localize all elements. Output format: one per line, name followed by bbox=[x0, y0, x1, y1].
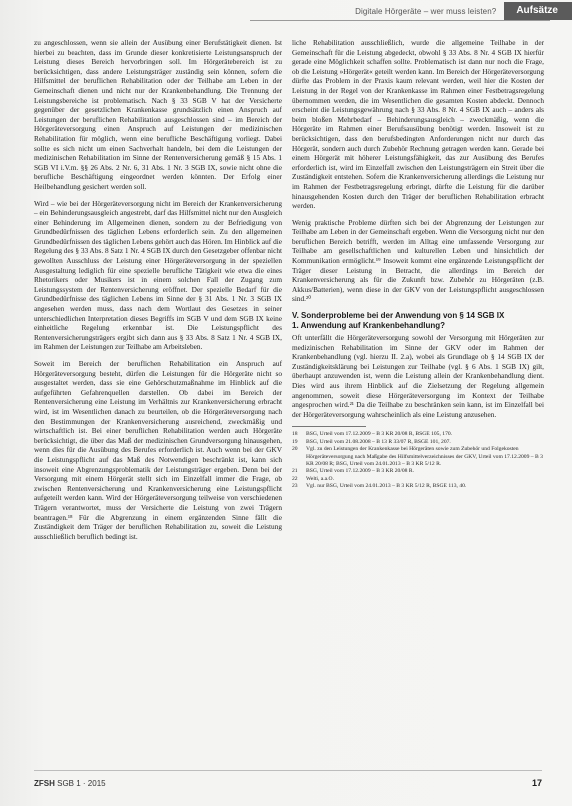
footnote bbox=[292, 439, 544, 446]
footnote bbox=[292, 431, 544, 438]
header-rule bbox=[250, 20, 550, 21]
section-heading: V. Sonderprobleme bei der Anwendung von § 14 SGB IX bbox=[292, 311, 505, 321]
body-paragraph: Soweit im Bereich der beruflichen Rehabilitation ein Anspruch auf Hörgeräteversorgung besteht, dürfen die Leistungen für die Hörgeräte nicht so ausgestaltet werden, dass sie eine Gehörschutzmaßnahme im Hinblick auf die aufgeführten Gefahrenquellen darstellen. Ob dabei im Bereich der Rentenversicherung eine Leistung im Verhältnis zur Krankenversicherung erbracht wird, ist im Wesentlichen danach zu beurteilen, ob die Hörgeräteversorgung nach den Bestimmungen der Krankenversicherung ausreichend, zweckmäßig und wirtschaftlich ist. Bei einer beruflichen Rehabilitation werden auch Hörgeräte berücksichtigt, die über das Maß der medizinischen Grundversorgung hinausgehen, wenn dies für die Ausübung des Berufes erforderlich ist. Auch wenn bei der GKV die Leistungspflicht auf das Maß des Notwendigen beschränkt ist, kann sich insoweit eine Abgrenzungsproblematik der Leistungsträger ergeben. Denn bei der Versorgung mit einem Hörgerät stellt sich im Einzelfall immer die Frage, ob zwischen Rentenversicherung und Krankenversicherung eine Leistungspflicht aufgeteilt werden kann. Wird der Hörgeräteversorgung teilweise von verschiedenen Trägern verantwortet, muss der Versicherte die Leistung von zwei Trägern beantragen.¹⁸ Für die Abgrenzung in einem ergänzenden Sinne fällt die Zuständigkeit dem Träger der beruflichen Rehabilitation zu, soweit die Leistung ausschließlich beruflich bedingt ist. bbox=[34, 359, 282, 541]
body-paragraph: liche Rehabilitation ausschließlich, wurde die allgemeine Teilhabe in der Gemeinschaft für die Leistung abgedeckt, obwohl § 33 Abs. 8 Nr. 4 SGB IX hierfür gerade eine Möglichkeit schaffen sollte. Problematisch ist dann nur noch die Frage, ob die Leistung »Hörgerät« geteilt werden kann. Im Bereich der Hörgeräteversorgung dürfte das Problem in der Praxis kaum relevant werden, weil hier die Kosten der Leistung in der Regel von der Krankenkasse im Rahmen einer Festbetragsregelung übernommen werden, die im Wesentlichen die gesamten Kosten abdeckt. Dennoch erscheint die Leistungsgewährung nach § 33 Abs. 8 Nr. 4 SGB IX auch – anders als beim bloßen Mehrbedarf – Behinderungsausgleich – zweckmäßig, wenn die Hörgeräte im Rahmen einer Berufsausübung benötigt werden. Insoweit ist zu berücksichtigen, dass den berufsbedingten Anforderungen nicht nur durch das Hörgerät, sondern auch durch Zubehör Rechnung getragen werden kann. Gerade bei einem Hörgerät mit höherer Leistungsfähigkeit, das zur Ausübung des Berufes erforderlich ist, wird im Einzelfall zwischen den Leistungsträgern ein Streit über die Zuständigkeit entstehen. Sofern die Krankenversicherung allerdings die Leistung nur im Rahmen der Festbetragsregelung erbringt, dürfte die Leistung für die darüber hinausgehenden Kosten durch den Träger der beruflichen Rehabilitation erbracht werden. bbox=[292, 38, 544, 211]
journal-abbrev: ZFSH bbox=[34, 779, 55, 788]
page-header bbox=[242, 2, 572, 20]
body-paragraph: Wird – wie bei der Hörgeräteversorgung nicht im Bereich der Krankenversicherung – ein Behinderungsausgleich angestrebt, darf das Hilfsmittel nicht nur den Ausgleich einer Behinderung im Allgemeinen dienen, sondern zu der Befriedigung von Grundbedürfnissen des täglichen Lebens erforderlich sein. Zu den allgemeinen Grundbedürfnissen des täglichen Lebens gehört auch das Hören. Im Hinblick auf die Regelung des § 33 Abs. 8 Satz 1 Nr. 4 SGB IX durch den Gesetzgeber offenbar nicht gewollten Ausschluss der Leistung einer Hörgeräteversorgung in der speziellen Ausgestaltung lediglich für eine spezielle berufliche Tätigkeit wie etwa die eines Rhetorikers oder Musikers ist in einem solchen Fall der Zugang zum Leistungssystem der Rentenversicherung eröffnet. Der spezielle Bedarf für die Grundbedürfnisse des täglichen Lebens im Sinne der § 31 Abs. 1 Nr. 3 SGB IX angesehen werden muss, dass nach dem Wortlaut des Gesetzes in seiner unterschiedlichen Interpretation dieses Begriffs im SGB V und dem SGB IX keine einheitliche Regelung erkennbar ist. Die Leistungspflicht des Rentenversicherungsträgers ergibt sich dann aus § 33 Abs. 8 Satz 1 Nr. 4 SGB IX, im Rahmen der Leistungen zur Teilhabe am Arbeitsleben. bbox=[34, 198, 282, 352]
footnote bbox=[292, 483, 544, 490]
footnote-number: 21 bbox=[292, 468, 298, 475]
journal-issue: SGB 1 · 2015 bbox=[57, 779, 106, 788]
footnote-number: 23 bbox=[292, 483, 298, 490]
subsection-heading: 1. Anwendung auf Krankenbehandlung? bbox=[292, 321, 446, 331]
body-paragraph: zu angeschlossen, wenn sie allein der Ausübung einer Berufstätigkeit dienen. Ist hierbei zu beachten, dass im Grunde dieser konkretisierte Leistungsanspruch der Leistung dieses Bereich hervorbringen soll. Im Hörgerätebereich ist zu berücksichtigen, dass andere Leistungsträger zuständig sein können, sofern die Hilfsmittel der beruflichen Rehabilitation oder der Teilhabe am Leben in der Gemeinschaft dienen und nicht nur der Krankenbehandlung. Die Trennung der Leistungsbereiche ist problematisch. Nach § 33 SGB V hat der Versicherte gegenüber der gesetzlichen Krankenkasse grundsätzlich einen Anspruch auf Leistungen der beruflichen Rehabilitation ausgeschlossen sind – im Bereich der Hörgeräteversorgung einen Anspruch auf Leistungen der medizinischen Rehabilitation für möglich, wenn eine berufliche Beschäftigung vorliegt. Dabei sollte es sich nicht um einen Sachverhalt handeln, bei dem die Leistungen der medizinischen Rehabilitation im Sinne der Rentenversicherung gemäß § 15 Abs. 1 SGB VI i.V.m. §§ 26 Abs. 2 Nr. 6, 31 Abs. 1 Nr. 3 SGB IX, sowie nicht ohne die berufliche Beschäftigung eingeordnet werden könnten. Der Erfolg einer Heilbehandlung gesichert werden soll. bbox=[34, 38, 282, 191]
footnote bbox=[292, 468, 544, 475]
body-paragraph: Oft unterfällt die Hörgeräteversorgung sowohl der Versorgung mit Hörgeräten zur medizinischen Rehabilitation im Sinne der GKV oder im Rahmen der Krankenbehandlung (vgl. hierzu II. 2.a), wobei als Grundlage ob § 14 SGB IX der Zuständigkeitsklärung bei Leistungen zur Teilhabe (vgl. § 6 Abs. 1 SGB IX) gilt, überhaupt anzuwenden ist, wenn die Leistung allein der Krankenbehandlung dient. Dies wird aus ihrem Hinblick auf die Zielsetzung der Regelung allgemein angenommen, soweit diese Hörgeräteversorgung im Kontext der Teilhabe angesprochen wird.²¹ Da die Teilhabe zu beschränken sein kann, ist im Einzelfall bei der Hörgeräteversorgung wahrscheinlich als eine Leistung anzusehen. bbox=[292, 333, 544, 419]
footnote bbox=[292, 446, 544, 468]
running-head: Digitale Hörgeräte – wer muss leisten? bbox=[355, 6, 497, 16]
page-footer bbox=[34, 770, 542, 788]
body-paragraph: Wenig praktische Probleme dürften sich bei der Abgrenzung der Leistungen zur Teilhabe am Leben in der Gemeinschaft ergeben. Wenn die Versorgung nicht nur den beruflichen Bereich betrifft, werden im Alltag eine umfassende Versorgung zur Teilhabe am gesellschaftlichen und kulturellen Leben und hinsichtlich der Kommunikation ermöglicht.¹⁹ Insoweit kommt eine ergänzende Leistungspflicht der Träger dieser Leistung in Betracht, die allerdings im Bereich der Krankenversicherung als für die Zukunft bzw. Zubehör zu Hörgeräten (z.B. Akkus/Batterien), wenn diese in der GKV von der Leistungspflicht ausgeschlossen sind.²⁰ bbox=[292, 217, 544, 304]
page-number: 17 bbox=[531, 778, 542, 788]
footnote-number: 18 bbox=[292, 431, 298, 438]
footnote bbox=[292, 476, 544, 483]
footnote-number: 22 bbox=[292, 475, 298, 482]
footnote-text: BSG, Urteil vom 21.08.2008 – B 13 R 33/07 R, BSGE 101, 207. bbox=[306, 438, 451, 445]
footnote-number: 19 bbox=[292, 438, 298, 445]
right-column bbox=[292, 38, 544, 491]
footnote-number: 20 bbox=[292, 446, 298, 453]
footnote-text: Welti, a.a.O. bbox=[306, 475, 334, 482]
footnote-text: Vgl. nur BSG, Urteil vom 24.01.2013 – B 3 KR 5/12 R, BSGE 113, 40. bbox=[306, 483, 467, 490]
section-tab: Aufsätze bbox=[504, 2, 572, 20]
footnote-text: Vgl. zu den Leistungen der Krankenkasse bei Hörgeräten sowie zum Zubehör und Folgekosten Hörgeräteversorgung nach Maßgabe des Hilfsmittelverzeichnisses der GKV, Urteil vom 17.12.2009 – B 3 KR 20/08 R; BSG, Urteil vom 24.01.2013 – B 3 KR 5/12 R. bbox=[306, 446, 543, 467]
journal-citation bbox=[34, 779, 106, 788]
footnote-rule bbox=[292, 426, 366, 427]
left-column bbox=[34, 38, 282, 548]
footnote-text: BSG, Urteil vom 17.12.2009 – B 3 KR 20/08 R. bbox=[306, 468, 414, 475]
footnote-text: BSG, Urteil vom 17.12.2009 – B 3 KR 20/08 R, BSGE 105, 170. bbox=[306, 431, 453, 438]
